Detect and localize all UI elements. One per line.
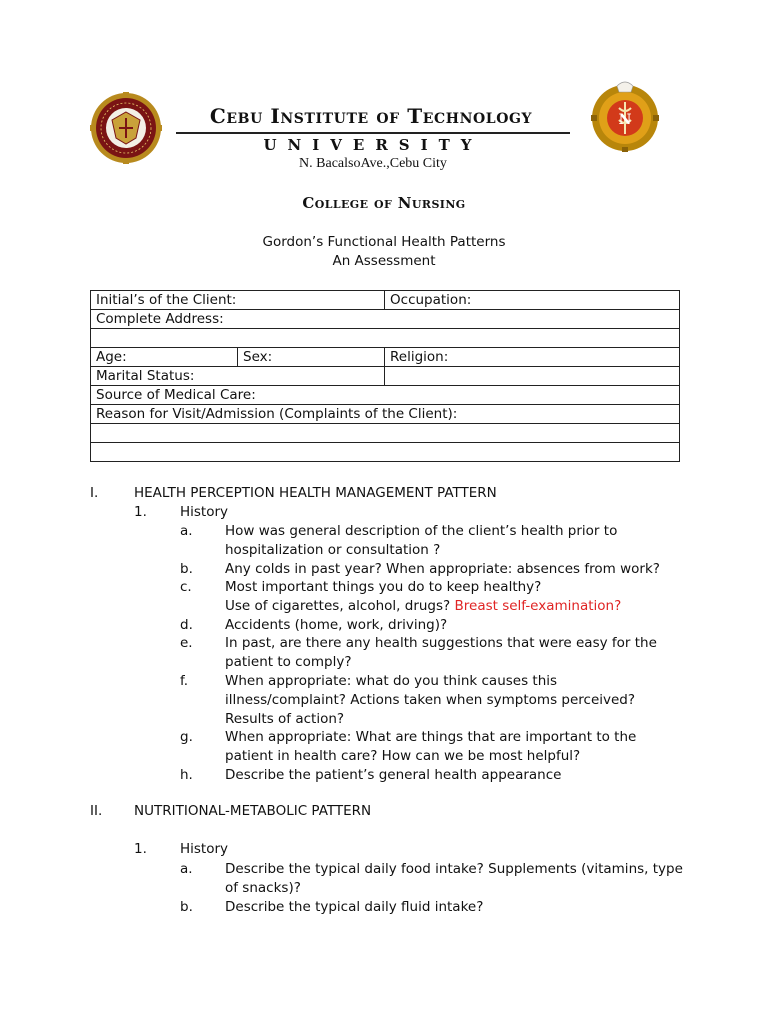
section-1-title: HEALTH PERCEPTION HEALTH MANAGEMENT PATTERN [134,485,497,501]
section-2-sub-number: 1. [134,841,147,857]
document-subtitle: An Assessment [332,253,436,269]
header-divider [176,132,570,134]
reason-blank-2[interactable] [91,443,680,462]
highlighted-question: Breast self-examination? [454,598,622,614]
table-row [91,310,680,329]
list-item: Accidents (home, work, driving)? [225,617,448,633]
table-row [91,386,680,405]
list-item: Describe the patient’s general health appearance [225,767,562,783]
section-2-title: NUTRITIONAL-METABOLIC PATTERN [134,803,372,819]
table-row [91,329,680,348]
list-item: Describe the typical daily fluid intake? [225,899,484,915]
item-letter: e. [180,635,193,651]
marital-status-blank[interactable] [385,367,680,386]
address-field[interactable]: Complete Address: [91,310,680,329]
section-1-sub-title: History [180,504,229,520]
item-letter: b. [180,561,193,577]
university-word: UNIVERSITY [263,136,483,154]
marital-status-field[interactable]: Marital Status: [91,367,385,386]
section-2-sub-title: History [180,841,229,857]
list-item: How was general description of the client’s health prior to hospitalization or consultation ? [225,523,618,558]
client-info-table [90,290,680,462]
item-letter: f. [180,673,189,689]
religion-field[interactable]: Religion: [385,348,680,367]
item-letter: h. [180,767,193,783]
institution-name: Cebu Institute of Technology [209,104,533,128]
list-item: Any colds in past year? When appropriate: absences from work? [225,561,660,577]
document-title: Gordon’s Functional Health Patterns [262,234,506,250]
item-letter: b. [180,899,193,915]
item-letter: a. [180,861,193,877]
section-1-numeral: I. [90,485,99,501]
sex-field[interactable]: Sex: [238,348,385,367]
item-letter: d. [180,617,193,633]
table-row [91,348,680,367]
reason-blank-1[interactable] [91,424,680,443]
item-letter: g. [180,729,193,745]
occupation-field[interactable]: Occupation: [385,291,680,310]
list-item: When appropriate: what do you think causes this illness/complaint? Actions taken when symptoms perceived? Results of action? [225,673,636,727]
table-row [91,424,680,443]
section-2-numeral: II. [90,803,103,819]
initials-field[interactable]: Initial’s of the Client: [91,291,385,310]
list-item: When appropriate: What are things that are important to the patient in health care? How can we be most helpful? [225,729,637,764]
table-row [91,405,680,424]
address-field-blank[interactable] [91,329,680,348]
item-letter: a. [180,523,193,539]
table-row [91,291,680,310]
list-item: Describe the typical daily food intake? Supplements (vitamins, type of snacks)? [225,861,683,896]
section-1-sub-number: 1. [134,504,147,520]
list-item: In past, are there any health suggestions that were easy for the patient to comply? [225,635,657,670]
table-row [91,443,680,462]
item-letter: c. [180,579,192,595]
college-of-nursing-seal-icon [591,80,659,152]
svg-text:N: N [618,112,632,128]
age-field[interactable]: Age: [91,348,238,367]
list-item: Most important things you do to keep healthy? Use of cigarettes, alcohol, drugs? Breast self-examination? [225,579,622,614]
table-row [91,367,680,386]
cit-university-seal-icon [90,92,162,164]
institution-address: N. BacalsoAve.,Cebu City [299,156,447,171]
medical-care-field[interactable]: Source of Medical Care: [91,386,680,405]
college-title: College of Nursing [302,194,466,212]
reason-field[interactable]: Reason for Visit/Admission (Complaints of the Client): [91,405,680,424]
